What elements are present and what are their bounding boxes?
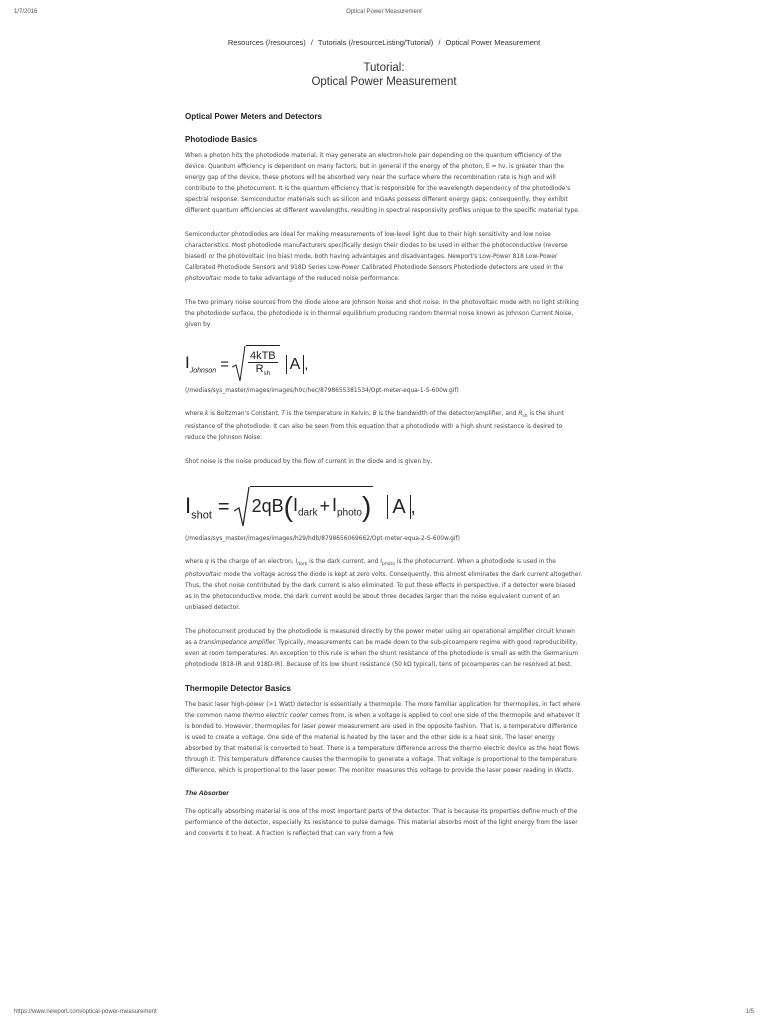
eq1-numerator: 4kTB [249, 350, 276, 363]
print-title: Optical Power Measurement [346, 9, 422, 15]
paragraph-shot-noise-intro: Shot noise is the noise produced by the flow of current in the diode and is given by, [185, 459, 433, 466]
eq2-sqrt-sign [234, 486, 250, 528]
eq2-plus: + [319, 496, 330, 517]
meters-heading: Optical Power Meters and Detectors [185, 112, 322, 121]
eq2-lhs-symbol: I [185, 492, 192, 518]
eq1-denominator [256, 363, 270, 377]
eq2-lhs-subscript: shot [191, 509, 212, 522]
paragraph-shot-noise-variables [185, 557, 583, 614]
eq2-radicand [250, 486, 374, 527]
text-run: where [185, 411, 205, 417]
eq1-fraction [248, 350, 278, 377]
text-run: comes from, is when a voltage is applied to cool one side of the thermopile and whatever it is bonded to. However, thermopiles for laser power measurement are used in the opposite fashion. That is, a temperature difference is used to create a voltage. One side of the material is heated by the laser and the other side is a heat sink. The laser energy absorbed by that material is converted to heat. There is a temperature difference across the thermo electric device as the heat flows through it. This temperature difference causes the thermopile to generate a voltage. That voltage is proportional to the temperature difference, which is proportional to the laser power. The monitor measures this voltage to provide the laser power reading in [185, 713, 580, 775]
breadcrumb-separator: / [310, 38, 313, 47]
paragraph-quantum-efficiency: When a photon hits the photodiode material, it may generate an electron-hole pair depending on the quantum efficiency of the device. Quantum efficiency is dependent on many factors, but in general if the energy of the photon, E = hν, is greater than the energy gap of the device, these photons will be absorbed very near the surface where the recombination rate is high and will contribute to the photocurrent. It is the quantum efficiency that is responsible for the wavelength dependency of the photodiode's spectral response. Semiconductor materials such as silicon and InGaAs possess different energy gaps; consequently, they exhibit different quantum efficiencies at different wavelengths, resulting in spectral responsivity profiles unique to the specific material type. [185, 153, 580, 214]
page-title [0, 61, 768, 89]
eq2-term-dark-symbol: I [292, 494, 298, 515]
print-url: https://www.newport.com/optical-power-measurement [14, 1009, 157, 1015]
print-header [14, 9, 754, 15]
text-run: is the photocurrent. When a photodiode is used in the [394, 559, 556, 566]
eq1-unit-symbol: A [289, 355, 301, 373]
eq1-lhs-symbol: I [185, 353, 190, 373]
text-run: where [185, 559, 205, 566]
paragraph-thermopile [185, 700, 583, 777]
eq1-denominator-symbol: R [255, 363, 264, 376]
eq2-term-photo [332, 495, 362, 519]
johnson-noise-equation [185, 343, 583, 385]
eq2-open-paren: ( [283, 490, 293, 522]
eq1-lhs [185, 353, 216, 374]
absorber-heading: The Absorber [185, 790, 229, 798]
subscript-dark: dark [297, 562, 308, 568]
text-run: is the shunt resistance of the photodiode. It can also be seen from this equation that a photodiode with a high shunt resistance is desired to reduce the Johnson Noise. [185, 411, 565, 442]
breadcrumb-separator: / [438, 38, 441, 47]
emphasis-text: transimpedance amplifier. [199, 640, 277, 647]
eq2-lhs [185, 493, 212, 521]
subscript-photo: photo [381, 562, 395, 568]
eq2-coefficient: 2qB [251, 496, 284, 517]
emphasis-text: photovoltaic [185, 572, 222, 579]
emphasis-text: photovoltaic [185, 276, 222, 282]
text-run: Typically, measurements can be made down to the sub-picoampere regime with good reproducibility, even at room temperatures. An exception to this rule is when the shunt resistance of the photodiode is small as with the Germanium photodiode (818-IR and 918D-IR). Because of its low shunt resistance (50 kΩ typical), tens of picoamperes can be resolved at best. [185, 640, 579, 669]
text-run: Semiconductor photodiodes are ideal for making measurements of low-level light due to their high sensitivity and low noise characteristics. Most photodiode manufacturers specifically design their diodes to be used in either the photoconductive (reverse biased) or the photovoltaic (no bias) mode, both having advantages and disadvantages. Newport's Low-Power 818 Low-Power Calibrated Photodiode Sensors and 918D Series Low-Power Calibrated Photodiode Sensors Photodiode detectors are used in the [185, 232, 568, 271]
eq1-image-reference: (/medias/sys_master/images/images/h0c/hec/8798655381534/Opt-meter-equa-1-S-600w.gif) [185, 388, 459, 394]
eq2-term-photo-subscript: photo [336, 507, 362, 519]
page-title-line1: Tutorial: [363, 62, 405, 74]
paragraph-photocurrent [185, 627, 583, 671]
eq2-unit [387, 495, 410, 519]
text-run: is the charge of an electron, I [208, 559, 298, 566]
paragraph-absorber: The optically absorbing material is one of the most important parts of the detector. That is because its properties define much of the performance of the detector, especially its resistance to pulse damage. This material absorbs most of the light energy from the laser and converts it to heat. A fraction is reflected that can vary from a few [185, 809, 578, 838]
text-run: is the bandwidth of the detector/amplifier, and [376, 411, 519, 417]
eq2-term-dark-subscript: dark [297, 507, 318, 519]
thermopile-heading: Thermopile Detector Basics [185, 684, 291, 694]
eq2-equals: = [217, 495, 230, 518]
symbol-q: q [204, 559, 209, 566]
emphasis-text: thermo electric cooler [242, 713, 308, 720]
shot-noise-equation [185, 480, 583, 534]
symbol-b: B [372, 411, 377, 417]
eq1-lhs-subscript: Johnson [189, 367, 217, 375]
paragraph-semiconductor-photodiodes [185, 230, 583, 285]
print-header-spacer [694, 9, 754, 15]
breadcrumb [0, 38, 768, 47]
eq2-term-photo-symbol: I [331, 494, 337, 515]
symbol-r-subscript: sh [522, 414, 528, 420]
paragraph-noise-sources: The two primary noise sources from the diode alone are Johnson Noise and shot noise. In the photovoltaic mode with no light striking the photodiode surface, the photodiode is in thermal equilibrium producing random thermal noise known as Johnson Current Noise, given by [185, 300, 579, 328]
text-run: The photocurrent produced by the photodiode is measured directly by the power meter using an operational amplifier circuit known as a [185, 629, 576, 647]
eq2-unit-symbol: A [392, 496, 406, 519]
eq1-equals: = [220, 355, 229, 373]
breadcrumb-resources-link[interactable]: Resources (/resources) [227, 38, 306, 47]
text-run: is the temperature in Kelvin, [285, 411, 373, 417]
eq2-close-paren: ) [362, 490, 372, 522]
eq2-image-reference: (/medias/sys_master/images/images/h29/hdb/8798656069662/Opt-meter-equa-2-S-600w.gif) [185, 536, 460, 543]
symbol-k: k [204, 411, 209, 417]
text-run: . [571, 768, 574, 775]
symbol-t: T [281, 411, 286, 417]
eq1-sqrt-sign [232, 345, 246, 383]
eq2-term-dark [293, 495, 317, 519]
text-run: The basic laser high-power (>1 Watt) detector is essentially a thermopile. The more familiar application for thermopiles, in fact where the common name [185, 702, 581, 720]
symbol-r: R [518, 411, 523, 417]
page-title-line2: Optical Power Measurement [311, 76, 457, 88]
text-run: is the dark current, and I [307, 559, 382, 566]
print-date: 1/7/2016 [14, 9, 38, 15]
eq1-denominator-subscript: sh [263, 371, 270, 378]
eq2-comma: , [410, 496, 416, 517]
article-body [185, 112, 583, 853]
eq1-radicand [246, 345, 280, 382]
eq1-comma: , [304, 356, 309, 372]
text-run: is Boltzman's Constant, [208, 411, 282, 417]
emphasis-text: Watts [554, 768, 572, 775]
print-page-number: 1/5 [745, 1009, 754, 1015]
text-run: mode to take advantage of the reduced noise performance. [221, 276, 400, 282]
breadcrumb-tutorials-link[interactable]: Tutorials (/resourceListing/Tutorial) [317, 38, 434, 47]
photodiode-heading: Photodiode Basics [185, 135, 258, 144]
text-run: mode the voltage across the diode is kept at zero volts. Consequently, this almost eliminates the dark current altogether. Thus, the shot noise contributed by the dark current is also eliminated. To put these effects in perspective, if a detector were biased as in the photoconductive mode, the dark current would be about three decades larger than the noise equivalent current of an unbiased detector. [185, 572, 583, 612]
breadcrumb-current: Optical Power Measurement [445, 38, 541, 47]
print-footer [14, 1009, 754, 1015]
eq1-unit [286, 355, 305, 374]
paragraph-johnson-variables [185, 409, 583, 444]
